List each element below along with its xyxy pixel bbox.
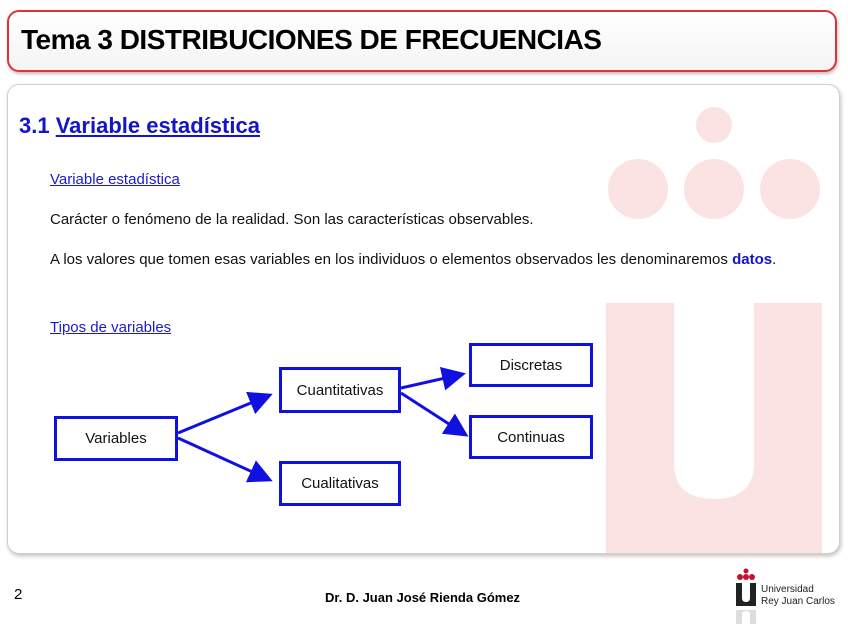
datos-keyword: datos (732, 251, 773, 268)
author-name: Dr. D. Juan José Rienda Gómez (325, 590, 521, 605)
urjc-u-logo-icon (734, 568, 760, 630)
node-discretas: Discretas (469, 343, 593, 387)
node-cualitativas: Cualitativas (279, 461, 401, 506)
subheading-variable-estadistica[interactable]: Variable estadística (50, 171, 180, 188)
page-number: 2 (14, 586, 23, 603)
node-variables: Variables (54, 416, 178, 461)
section-title-link[interactable]: Variable estadística (55, 113, 260, 138)
definition-paragraph: Carácter o fenómeno de la realidad. Son las características observables. (50, 211, 534, 228)
slide-title-box (7, 10, 837, 72)
slide-title: Tema 3 DISTRIBUCIONES DE FRECUENCIAS (21, 24, 602, 55)
logo-line-2: Rey Juan Carlos (761, 596, 835, 607)
content-panel (7, 84, 840, 554)
arrow-cuantitativas-to-discretas (401, 374, 463, 388)
logo-line-1: Universidad (761, 584, 814, 595)
arrow-root-to-cuantitativas (178, 395, 270, 433)
subheading-tipos-de-variables[interactable]: Tipos de variables (50, 319, 172, 336)
university-logo (734, 568, 844, 630)
node-cuantitativas: Cuantitativas (279, 367, 401, 413)
data-paragraph-end: . (772, 251, 777, 268)
variable-types-diagram (8, 85, 840, 554)
data-paragraph-text: A los valores que tomen esas variables en los individuos o elementos observados les denominaremos (50, 251, 728, 268)
arrow-cuantitativas-to-continuas (401, 393, 466, 435)
arrow-root-to-cualitativas (178, 438, 270, 480)
node-continuas: Continuas (469, 415, 593, 459)
section-number: 3.1 (19, 113, 50, 138)
